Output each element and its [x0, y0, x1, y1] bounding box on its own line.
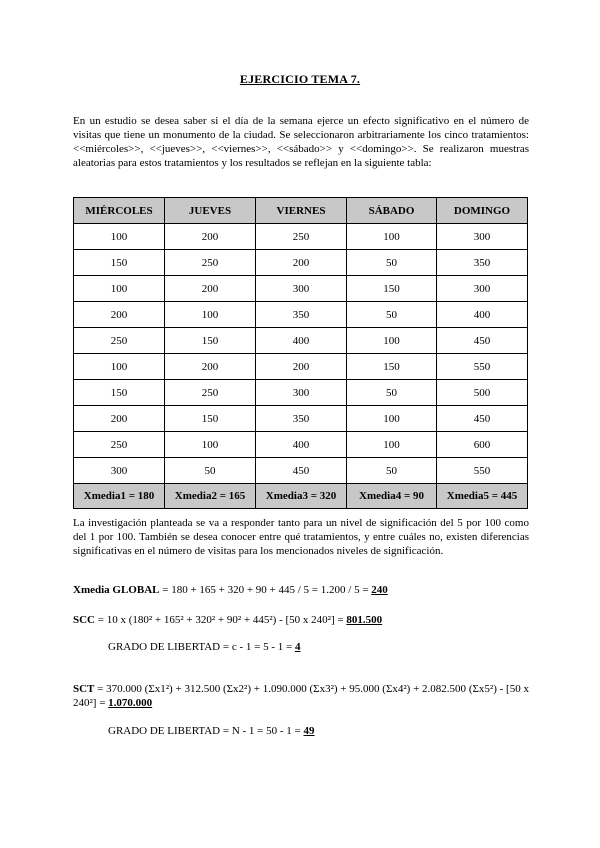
table-row — [74, 276, 528, 302]
xmedia-global-result: 240 — [371, 584, 388, 596]
table-cell: 150 — [347, 276, 437, 302]
table-body — [74, 224, 528, 484]
footer-cell: Xmedia3 = 320 — [256, 484, 347, 509]
table-row — [74, 432, 528, 458]
sct-expr: = 370.000 (Σx1²) + 312.500 (Σx2²) + 1.090.000 (Σx3²) + 95.000 (Σx4²) + 2.082.500 (Σx5²) - [50 x 240²] = — [73, 683, 529, 709]
table-cell: 100 — [74, 276, 165, 302]
gl-n-expr: GRADO DE LIBERTAD = N - 1 = 50 - 1 = — [108, 725, 304, 737]
table-row — [74, 224, 528, 250]
header-miercoles: MIÉRCOLES — [74, 198, 165, 224]
table-cell: 250 — [256, 224, 347, 250]
table-row — [74, 328, 528, 354]
table-cell: 450 — [256, 458, 347, 484]
table-cell: 150 — [347, 354, 437, 380]
header-viernes: VIERNES — [256, 198, 347, 224]
sct-label: SCT — [73, 683, 95, 695]
table-cell: 100 — [165, 432, 256, 458]
xmedia-global-label: Xmedia GLOBAL — [73, 584, 160, 596]
table-cell: 450 — [437, 406, 528, 432]
table-cell: 350 — [256, 302, 347, 328]
header-domingo: DOMINGO — [437, 198, 528, 224]
table-cell: 200 — [165, 224, 256, 250]
table-header-row — [74, 198, 528, 224]
table-cell: 100 — [347, 432, 437, 458]
table-footer-row — [74, 484, 528, 509]
table-cell: 200 — [74, 406, 165, 432]
table-cell: 150 — [74, 380, 165, 406]
table-cell: 200 — [74, 302, 165, 328]
table-row — [74, 406, 528, 432]
table-row — [74, 380, 528, 406]
significance-paragraph: La investigación planteada se va a responder tanto para un nivel de significación del 5 por 100 como del 1 por 100. También se desea conocer entre qué tratamientos, y entre cuáles no, existen diferencias significativas en el número de visitas para los mencionados niveles de significación. — [73, 517, 529, 557]
footer-cell: Xmedia5 = 445 — [437, 484, 528, 509]
table-cell: 300 — [74, 458, 165, 484]
table-cell: 300 — [256, 276, 347, 302]
table-row — [74, 458, 528, 484]
gl-c-line — [108, 640, 300, 654]
table-cell: 300 — [256, 380, 347, 406]
table-row — [74, 302, 528, 328]
header-jueves: JUEVES — [165, 198, 256, 224]
table-cell: 100 — [347, 328, 437, 354]
table-cell: 50 — [347, 302, 437, 328]
table-cell: 150 — [165, 406, 256, 432]
table-cell: 100 — [74, 224, 165, 250]
table-cell: 100 — [347, 224, 437, 250]
table-cell: 400 — [256, 432, 347, 458]
scc-expr: = 10 x (180² + 165² + 320² + 90² + 445²) - [50 x 240²] = — [95, 614, 347, 626]
footer-cell: Xmedia1 = 180 — [74, 484, 165, 509]
table-cell: 100 — [165, 302, 256, 328]
header-sabado: SÁBADO — [347, 198, 437, 224]
table-cell: 50 — [347, 380, 437, 406]
scc-label: SCC — [73, 614, 96, 626]
table-cell: 550 — [437, 458, 528, 484]
table-cell: 550 — [437, 354, 528, 380]
table-cell: 350 — [256, 406, 347, 432]
xmedia-global-line — [73, 583, 388, 597]
table-row — [74, 250, 528, 276]
table-cell: 300 — [437, 224, 528, 250]
page-title: EJERCICIO TEMA 7. — [239, 72, 361, 86]
table-cell: 200 — [256, 250, 347, 276]
table-cell: 150 — [165, 328, 256, 354]
footer-cell: Xmedia2 = 165 — [165, 484, 256, 509]
intro-paragraph: En un estudio se desea saber si el día de la semana ejerce un efecto significativo en el número de visitas que tiene un monumento de la ciudad. Se seleccionaron arbitrariamente los cinco tratamientos: <<miércoles>>, <<jueves>>, <<viernes>>, <<sábado>> y <<domingo>>. Se realizaron muestras aleatorias para estos tratamientos y los resultados se reflejan en la siguiente tabla: — [73, 115, 529, 169]
table-cell: 350 — [437, 250, 528, 276]
table-cell: 600 — [437, 432, 528, 458]
table-cell: 50 — [165, 458, 256, 484]
table-cell: 500 — [437, 380, 528, 406]
gl-c-expr: GRADO DE LIBERTAD = c - 1 = 5 - 1 = — [108, 641, 295, 653]
table-cell: 450 — [437, 328, 528, 354]
table-cell: 400 — [437, 302, 528, 328]
table-cell: 400 — [256, 328, 347, 354]
visits-table — [73, 197, 528, 509]
table-row — [74, 354, 528, 380]
table-cell: 250 — [74, 432, 165, 458]
footer-cell: Xmedia4 = 90 — [347, 484, 437, 509]
gl-n-line — [108, 724, 315, 738]
table-cell: 50 — [347, 250, 437, 276]
xmedia-global-expr: = 180 + 165 + 320 + 90 + 445 / 5 = 1.200 / 5 = — [159, 584, 372, 596]
table-cell: 150 — [74, 250, 165, 276]
table-cell: 100 — [347, 406, 437, 432]
table-cell: 250 — [165, 380, 256, 406]
scc-line — [73, 613, 382, 627]
sct-paragraph — [73, 682, 529, 710]
gl-c-result: 4 — [294, 641, 301, 653]
table-cell: 250 — [74, 328, 165, 354]
table-cell: 200 — [165, 276, 256, 302]
table-cell: 200 — [165, 354, 256, 380]
table-cell: 50 — [347, 458, 437, 484]
table-cell: 250 — [165, 250, 256, 276]
table-cell: 200 — [256, 354, 347, 380]
table-cell: 300 — [437, 276, 528, 302]
scc-result: 801.500 — [346, 614, 383, 626]
gl-n-result: 49 — [303, 725, 315, 737]
sct-result: 1.070.000 — [108, 697, 153, 709]
table-cell: 100 — [74, 354, 165, 380]
